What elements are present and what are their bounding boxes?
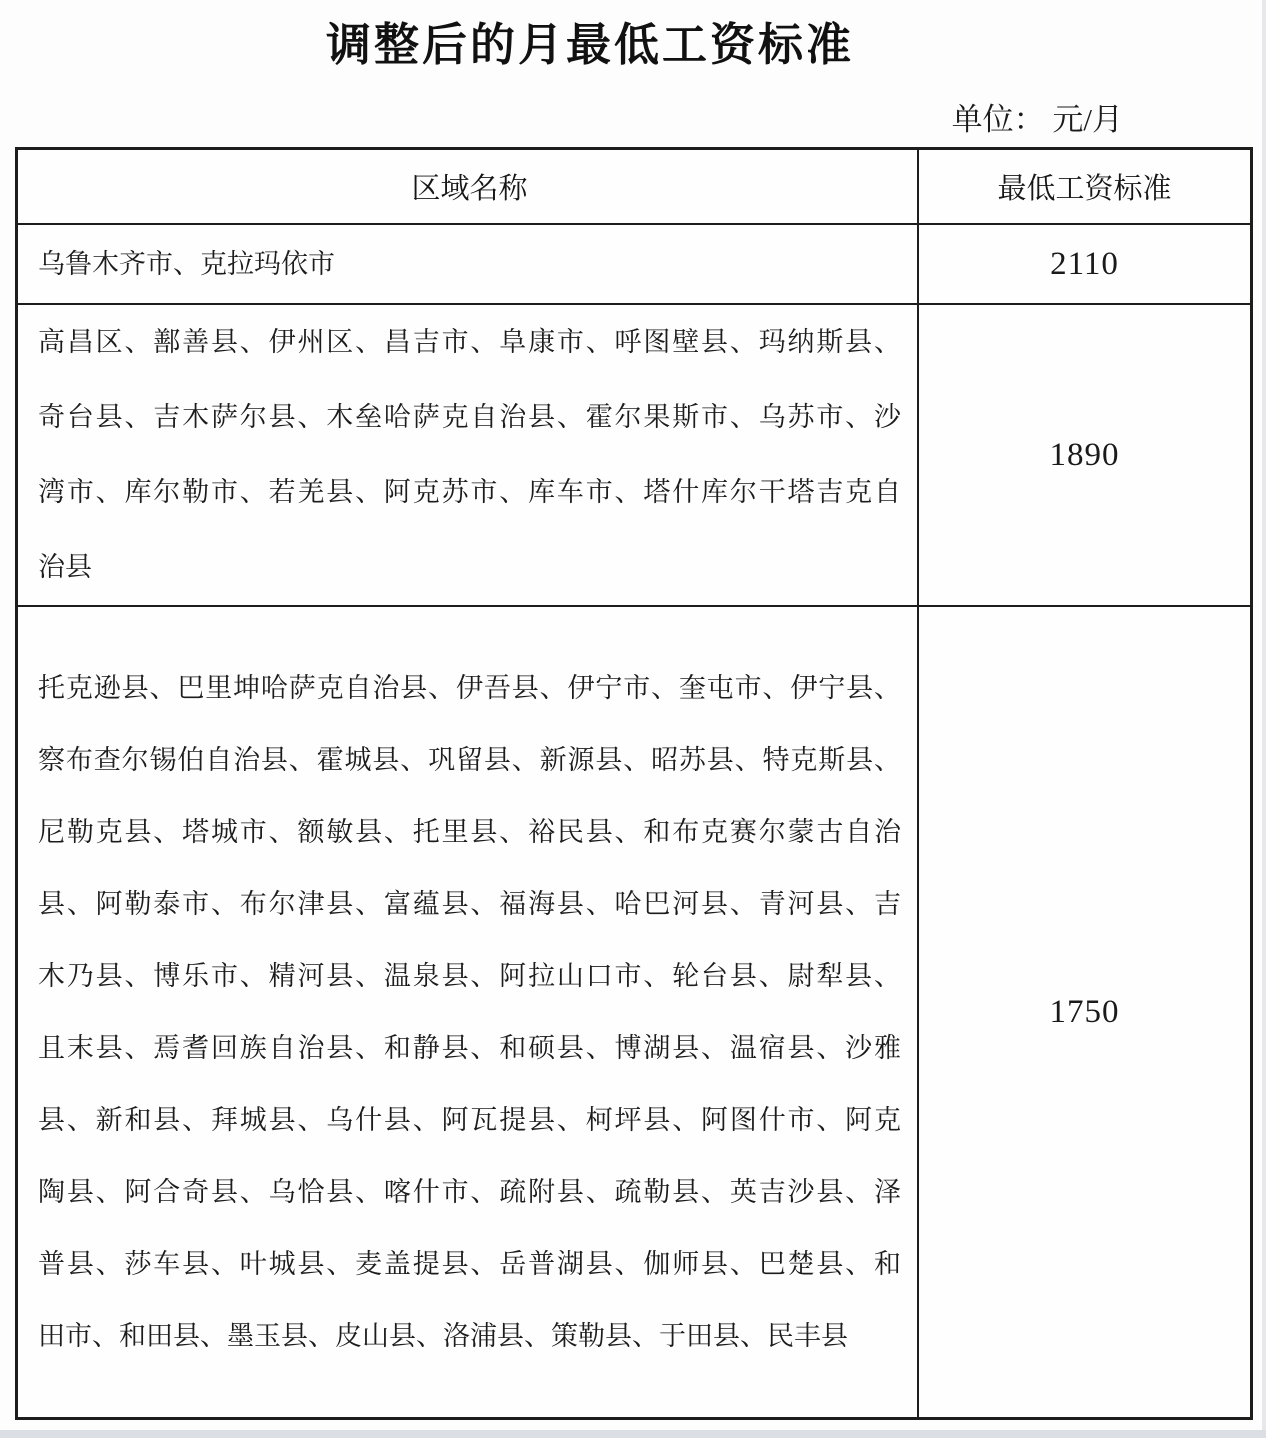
region-line: 治县 <box>38 552 92 582</box>
wage-cell <box>919 305 1250 605</box>
wage-value: 1890 <box>1049 436 1120 473</box>
region-line: 尼勒克县、塔城市、额敏县、托里县、裕民县、和布克赛尔蒙古自治 <box>38 817 901 847</box>
region-cell <box>18 225 919 303</box>
header-region-name: 区域名称 <box>18 150 919 223</box>
screenshot-right-edge <box>1262 0 1266 1438</box>
region-line: 高昌区、鄯善县、伊州区、昌吉市、阜康市、呼图壁县、玛纳斯县、 <box>38 327 901 357</box>
region-line: 木乃县、博乐市、精河县、温泉县、阿拉山口市、轮台县、尉犁县、 <box>38 961 901 991</box>
region-line: 普县、莎车县、叶城县、麦盖提县、岳普湖县、伽师县、巴楚县、和 <box>38 1249 901 1279</box>
region-line: 乌鲁木齐市、克拉玛依市 <box>38 249 335 279</box>
region-line: 陶县、阿合奇县、乌恰县、喀什市、疏附县、疏勒县、英吉沙县、泽 <box>38 1177 901 1207</box>
unit-label: 单位： 元/月 <box>951 102 1123 137</box>
page-title: 调整后的月最低工资标准 <box>325 20 854 70</box>
region-line: 且末县、焉耆回族自治县、和静县、和硕县、博湖县、温宿县、沙雅 <box>38 1033 901 1063</box>
wage-value: 1750 <box>1049 993 1120 1030</box>
header-minimum-wage: 最低工资标准 <box>997 173 1172 205</box>
region-cell <box>18 305 919 605</box>
wage-value: 2110 <box>1050 245 1119 282</box>
region-line: 县、新和县、拜城县、乌什县、阿瓦提县、柯坪县、阿图什市、阿克 <box>38 1105 901 1135</box>
wage-cell <box>919 225 1250 303</box>
region-line: 县、阿勒泰市、布尔津县、富蕴县、福海县、哈巴河县、青河县、吉 <box>38 889 901 919</box>
table-row <box>18 605 1250 1417</box>
table-header-row <box>18 150 1250 223</box>
table-row <box>18 223 1250 303</box>
region-line: 田市、和田县、墨玉县、皮山县、洛浦县、策勒县、于田县、民丰县 <box>38 1321 848 1351</box>
minimum-wage-table <box>15 147 1253 1420</box>
region-line: 湾市、库尔勒市、若羌县、阿克苏市、库车市、塔什库尔干塔吉克自 <box>38 477 901 507</box>
wage-cell <box>919 607 1250 1417</box>
region-line: 托克逊县、巴里坤哈萨克自治县、伊吾县、伊宁市、奎屯市、伊宁县、 <box>38 673 901 703</box>
region-cell <box>18 607 919 1417</box>
region-line: 奇台县、吉木萨尔县、木垒哈萨克自治县、霍尔果斯市、乌苏市、沙 <box>38 402 901 432</box>
table-row <box>18 303 1250 605</box>
region-line: 察布查尔锡伯自治县、霍城县、巩留县、新源县、昭苏县、特克斯县、 <box>38 745 901 775</box>
screenshot-bottom-edge <box>0 1430 1266 1438</box>
